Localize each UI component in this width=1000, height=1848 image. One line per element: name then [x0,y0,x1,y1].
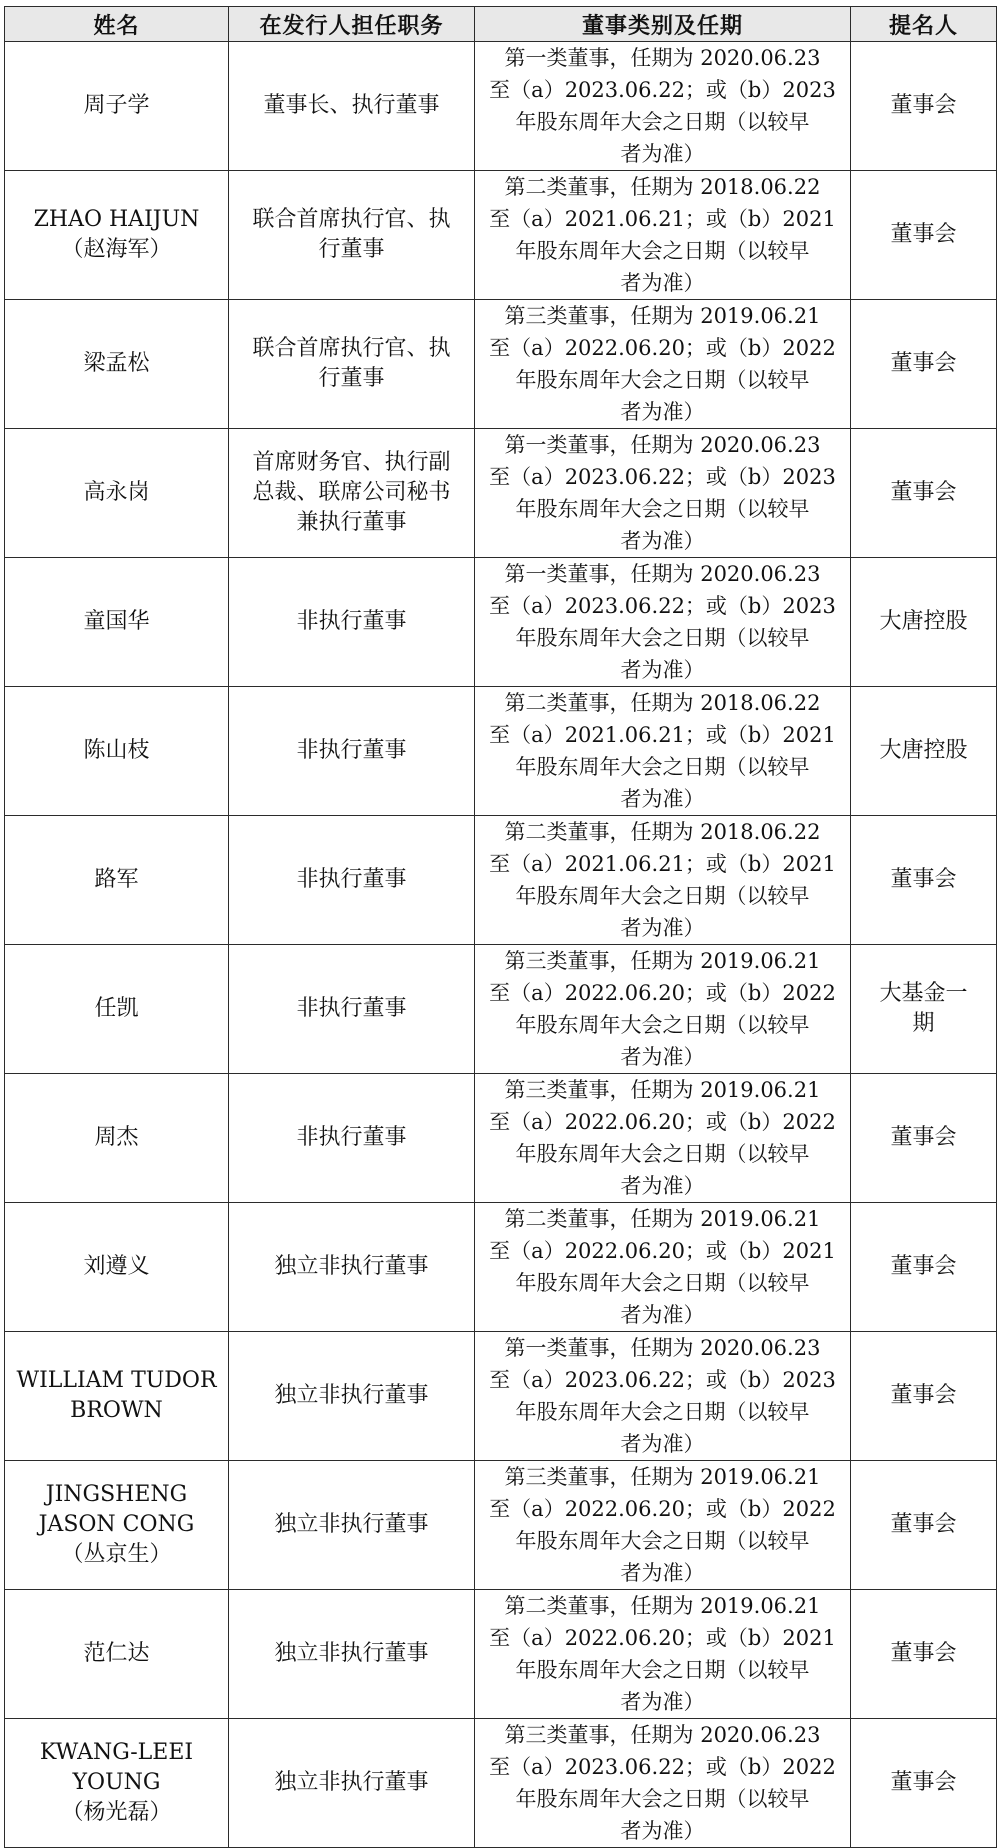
header-nominator: 提名人 [851,7,997,42]
cell-term-line: 至（a）2023.06.22；或（b）2023 [489,78,836,102]
cell-nominator-line: 大唐控股 [879,738,968,763]
header-role: 在发行人担任职务 [229,7,475,42]
cell-term-line: 第三类董事，任期为 2019.06.21 [504,1078,821,1102]
cell-term-line: 第一类董事，任期为 2020.06.23 [504,46,821,70]
cell-role-line: 非执行董事 [296,609,407,634]
cell-term-line: 者为准） [620,1690,705,1714]
cell-nominator-line: 董事会 [890,222,957,247]
cell-role-line: 董事长、执行董事 [263,93,440,118]
cell-name-line: 高永岗 [83,480,150,505]
header-term: 董事类别及任期 [475,7,851,42]
cell-nominator-line: 董事会 [890,480,957,505]
cell-nominator [851,558,997,687]
cell-term-line: 第三类董事，任期为 2020.06.23 [504,1723,821,1747]
cell-nominator [851,42,997,171]
cell-term-line: 第一类董事，任期为 2020.06.23 [504,433,821,457]
cell-nominator-line: 董事会 [890,351,957,376]
cell-term [475,1590,851,1719]
cell-term-line: 者为准） [620,658,705,682]
cell-term [475,300,851,429]
cell-name-line: 周子学 [83,93,150,118]
cell-nominator [851,1590,997,1719]
cell-term-line: 第二类董事，任期为 2018.06.22 [504,691,821,715]
cell-nominator [851,1332,997,1461]
cell-nominator [851,1074,997,1203]
cell-name [5,1203,229,1332]
cell-term [475,1074,851,1203]
cell-term-line: 者为准） [620,1561,705,1585]
cell-nominator [851,945,997,1074]
cell-term [475,429,851,558]
cell-role-line: 联合首席执行官、执 [252,207,451,232]
cell-term [475,945,851,1074]
cell-term-line: 年股东周年大会之日期（以较早 [515,1142,810,1166]
cell-name-line: 梁孟松 [83,351,150,376]
cell-term-line: 至（a）2023.06.22；或（b）2023 [489,1368,836,1392]
table-row [5,429,997,558]
table-row [5,1074,997,1203]
cell-role [229,300,475,429]
cell-nominator-line: 董事会 [890,1254,957,1279]
cell-nominator-line: 董事会 [890,1383,957,1408]
cell-name-line: 范仁达 [83,1641,150,1666]
cell-term-line: 至（a）2022.06.20；或（b）2022 [489,981,836,1005]
cell-term-line: 至（a）2021.06.21；或（b）2021 [489,852,836,876]
cell-name-line: 任凯 [94,996,139,1021]
cell-term-line: 第二类董事，任期为 2018.06.22 [504,820,821,844]
cell-term-line: 年股东周年大会之日期（以较早 [515,110,810,134]
cell-term-line: 至（a）2023.06.22；或（b）2023 [489,465,836,489]
cell-name [5,687,229,816]
cell-role [229,1590,475,1719]
cell-nominator-line: 董事会 [890,1641,957,1666]
cell-nominator-line: 董事会 [890,1512,957,1537]
cell-term-line: 年股东周年大会之日期（以较早 [515,626,810,650]
cell-term-line: 年股东周年大会之日期（以较早 [515,1658,810,1682]
cell-role [229,558,475,687]
cell-term-line: 至（a）2022.06.20；或（b）2022 [489,1497,836,1521]
cell-name [5,1590,229,1719]
cell-nominator [851,1203,997,1332]
cell-nominator-line: 董事会 [890,93,957,118]
cell-role [229,171,475,300]
cell-name-line: 陈山枝 [83,738,150,763]
cell-term [475,687,851,816]
cell-term-line: 至（a）2021.06.21；或（b）2021 [489,723,836,747]
cell-term [475,171,851,300]
cell-term-line: 至（a）2022.06.20；或（b）2021 [489,1626,836,1650]
cell-name-line: 路军 [94,867,139,892]
cell-term-line: 年股东周年大会之日期（以较早 [515,755,810,779]
cell-name-line: WILLIAM TUDOR [16,1368,217,1393]
cell-term-line: 第一类董事，任期为 2020.06.23 [504,562,821,586]
cell-role [229,42,475,171]
cell-term-line: 者为准） [620,787,705,811]
cell-term-line: 年股东周年大会之日期（以较早 [515,1529,810,1553]
cell-name-line: JASON CONG [38,1512,195,1537]
cell-role [229,1332,475,1461]
cell-term-line: 者为准） [620,271,705,295]
cell-term-line: 年股东周年大会之日期（以较早 [515,1400,810,1424]
cell-term-line: 第三类董事，任期为 2019.06.21 [504,1465,821,1489]
cell-term-line: 第三类董事，任期为 2019.06.21 [504,304,821,328]
cell-role-line: 非执行董事 [296,738,407,763]
cell-role-line: 联合首席执行官、执 [252,336,451,361]
cell-name [5,945,229,1074]
table-row [5,300,997,429]
cell-name-line: ZHAO HAIJUN [33,207,200,232]
header-row [5,7,997,42]
table-header [5,7,997,42]
cell-nominator [851,171,997,300]
cell-name-line: 周杰 [94,1125,139,1150]
cell-term-line: 者为准） [620,142,705,166]
cell-role [229,687,475,816]
cell-role-line: 独立非执行董事 [274,1770,429,1795]
cell-name-line: YOUNG [72,1770,161,1795]
cell-term-line: 第二类董事，任期为 2019.06.21 [504,1207,821,1231]
cell-term-line: 第二类董事，任期为 2019.06.21 [504,1594,821,1618]
cell-nominator-line: 董事会 [890,1770,957,1795]
cell-term [475,558,851,687]
cell-nominator [851,687,997,816]
table-row [5,42,997,171]
cell-term-line: 者为准） [620,916,705,940]
cell-term-line: 年股东周年大会之日期（以较早 [515,497,810,521]
table-row [5,171,997,300]
cell-role-line: 非执行董事 [296,996,407,1021]
cell-role [229,1461,475,1590]
cell-term-line: 至（a）2021.06.21；或（b）2021 [489,207,836,231]
cell-term-line: 者为准） [620,1303,705,1327]
cell-role-line: 独立非执行董事 [274,1383,429,1408]
cell-term-line: 第二类董事，任期为 2018.06.22 [504,175,821,199]
cell-term-line: 第一类董事，任期为 2020.06.23 [504,1336,821,1360]
cell-term-line: 年股东周年大会之日期（以较早 [515,368,810,392]
cell-name [5,42,229,171]
cell-term-line: 至（a）2023.06.22；或（b）2023 [489,594,836,618]
cell-nominator-line: 大唐控股 [879,609,968,634]
table-row [5,558,997,687]
cell-nominator [851,1461,997,1590]
cell-term-line: 年股东周年大会之日期（以较早 [515,1271,810,1295]
cell-term-line: 第三类董事，任期为 2019.06.21 [504,949,821,973]
cell-role-line: 总裁、联席公司秘书 [252,480,451,505]
table-row [5,1203,997,1332]
cell-role-line: 兼执行董事 [296,510,407,535]
cell-role-line: 独立非执行董事 [274,1641,429,1666]
cell-name [5,558,229,687]
cell-term-line: 年股东周年大会之日期（以较早 [515,884,810,908]
cell-name-line: 刘遵义 [83,1254,150,1279]
cell-name-line: BROWN [70,1398,163,1423]
table-row [5,1719,997,1848]
cell-name [5,171,229,300]
cell-term [475,1719,851,1848]
cell-term-line: 年股东周年大会之日期（以较早 [515,239,810,263]
cell-role-line: 独立非执行董事 [274,1254,429,1279]
cell-role-line: 行董事 [318,366,385,391]
cell-name [5,300,229,429]
cell-term [475,42,851,171]
cell-role-line: 非执行董事 [296,867,407,892]
cell-name [5,1461,229,1590]
cell-role-line: 首席财务官、执行副 [252,450,451,475]
cell-term-line: 至（a）2022.06.20；或（b）2021 [489,1239,836,1263]
cell-name [5,1719,229,1848]
cell-term-line: 者为准） [620,400,705,424]
table-row [5,687,997,816]
cell-name-line: JINGSHENG [45,1482,188,1507]
cell-term [475,816,851,945]
cell-term-line: 至（a）2022.06.20；或（b）2022 [489,336,836,360]
cell-nominator [851,1719,997,1848]
cell-name-line: （杨光磊） [61,1800,172,1825]
cell-name-line: 童国华 [83,609,150,634]
cell-name-line: （丛京生） [61,1542,172,1567]
cell-name [5,429,229,558]
cell-term [475,1203,851,1332]
cell-term [475,1332,851,1461]
table-row [5,816,997,945]
cell-nominator-line: 大基金一 [879,981,968,1006]
table-row [5,1461,997,1590]
cell-term-line: 者为准） [620,1174,705,1198]
cell-term-line: 至（a）2022.06.20；或（b）2022 [489,1110,836,1134]
cell-nominator-line: 董事会 [890,867,957,892]
cell-term-line: 者为准） [620,1819,705,1843]
table-row [5,1590,997,1719]
cell-nominator [851,429,997,558]
cell-name-line: KWANG-LEEI [39,1740,194,1765]
cell-role [229,945,475,1074]
cell-term-line: 者为准） [620,529,705,553]
table-body [5,42,997,1848]
cell-name-line: （赵海军） [61,237,172,262]
cell-role-line: 非执行董事 [296,1125,407,1150]
cell-role [229,816,475,945]
cell-term-line: 年股东周年大会之日期（以较早 [515,1787,810,1811]
cell-role-line: 行董事 [318,237,385,262]
cell-term-line: 至（a）2023.06.22；或（b）2022 [489,1755,836,1779]
cell-term-line: 者为准） [620,1045,705,1069]
cell-role [229,429,475,558]
cell-role [229,1074,475,1203]
table-row [5,945,997,1074]
cell-role [229,1203,475,1332]
cell-term [475,1461,851,1590]
cell-term-line: 者为准） [620,1432,705,1456]
cell-nominator-line: 期 [912,1011,935,1036]
cell-nominator-line: 董事会 [890,1125,957,1150]
table-row [5,1332,997,1461]
cell-name [5,816,229,945]
cell-name [5,1332,229,1461]
document-page [4,6,996,1843]
header-name: 姓名 [5,7,229,42]
cell-role-line: 独立非执行董事 [274,1512,429,1537]
cell-role [229,1719,475,1848]
cell-name [5,1074,229,1203]
cell-nominator [851,300,997,429]
cell-term-line: 年股东周年大会之日期（以较早 [515,1013,810,1037]
directors-table [4,6,997,1848]
cell-nominator [851,816,997,945]
